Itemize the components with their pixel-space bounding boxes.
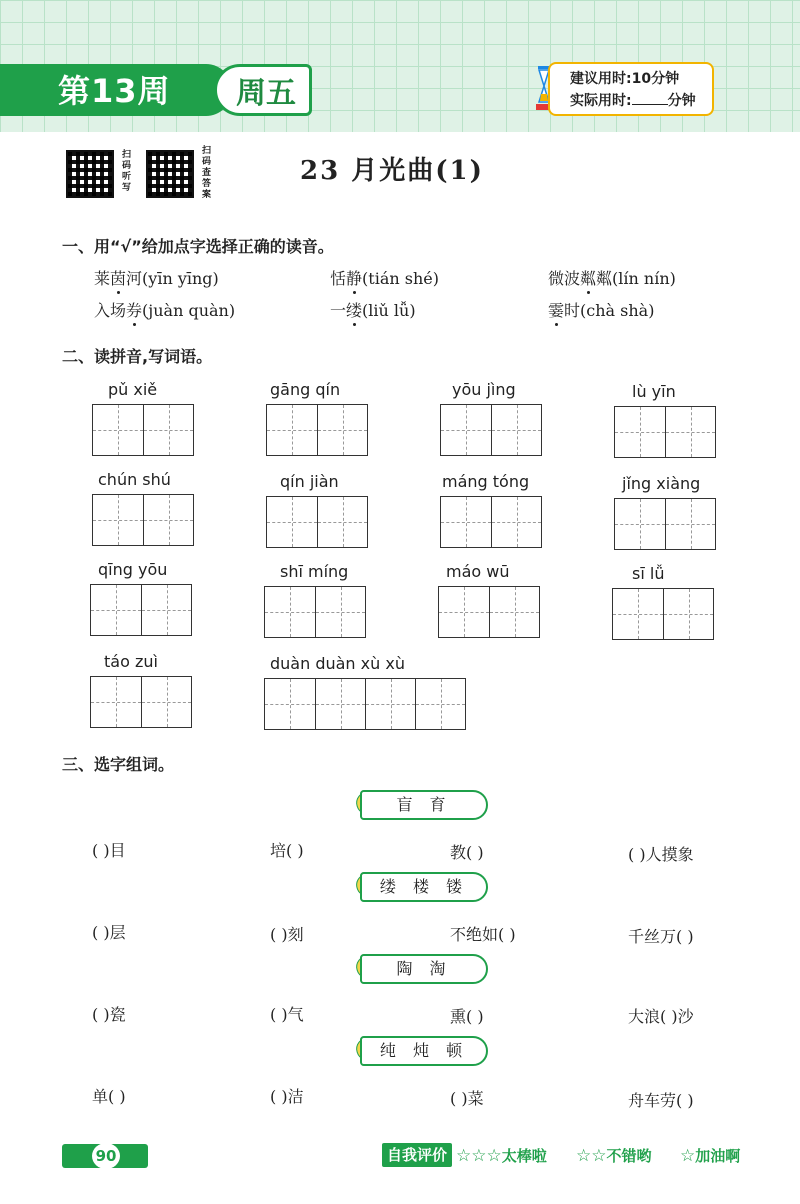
rating-good[interactable]: ☆☆不错哟 <box>576 1146 652 1166</box>
star-icon: ☆ <box>680 1146 696 1166</box>
fill-blank[interactable]: 舟车劳( ) <box>628 1091 694 1110</box>
word-grid[interactable] <box>264 678 466 730</box>
fill-blank[interactable]: ( )层 <box>92 923 126 942</box>
word-grid[interactable] <box>266 404 368 456</box>
fill-blank[interactable]: ( )菜 <box>450 1089 484 1108</box>
actual-time-row <box>570 90 696 110</box>
fill-blank[interactable]: ( )洁 <box>270 1087 304 1106</box>
word-pinyin: qīng yōu <box>98 560 168 579</box>
fill-blank[interactable]: ( )刻 <box>270 925 304 944</box>
reading-item: 微波粼粼(lín nín) <box>548 269 676 288</box>
word-grid[interactable] <box>92 494 194 546</box>
fill-blank[interactable]: ( )瓷 <box>92 1005 126 1024</box>
char-choice-pill: 盲 育 <box>360 790 488 820</box>
fill-blank[interactable]: 不绝如( ) <box>450 925 516 944</box>
day-label: 周五 <box>236 76 296 111</box>
actual-time-label: 实际用时: <box>570 93 632 109</box>
word-pinyin: jǐng xiàng <box>622 474 701 493</box>
word-grid[interactable] <box>614 406 716 458</box>
word-pinyin: chún shú <box>98 470 171 489</box>
word-pinyin: máng tóng <box>442 472 530 491</box>
fill-blank[interactable]: 培( ) <box>270 841 304 860</box>
reading-item: 莱茵河(yīn yīng) <box>94 269 219 288</box>
word-pinyin: shī míng <box>280 562 349 581</box>
word-pinyin: máo wū <box>446 562 510 581</box>
word-grid[interactable] <box>440 496 542 548</box>
word-pinyin: qín jiàn <box>280 472 339 491</box>
star-icon: ☆☆ <box>576 1146 607 1166</box>
fill-blank[interactable]: ( )气 <box>270 1005 304 1024</box>
word-pinyin: lù yīn <box>632 382 676 401</box>
word-pinyin: yōu jìng <box>452 380 516 399</box>
actual-time-unit: 分钟 <box>667 93 696 109</box>
fill-blank[interactable]: ( )人摸象 <box>628 845 694 864</box>
char-choice-pill: 陶 淘 <box>360 954 488 984</box>
word-pinyin: táo zuì <box>104 652 158 671</box>
self-eval-label: 自我评价 <box>382 1143 452 1167</box>
section2-heading: 二、读拼音,写词语。 <box>62 347 213 366</box>
word-grid[interactable] <box>440 404 542 456</box>
fill-blank[interactable]: 单( ) <box>92 1087 126 1106</box>
rating-excellent[interactable]: ☆☆☆太棒啦 <box>456 1146 547 1166</box>
star-icon: ☆☆☆ <box>456 1146 502 1166</box>
fill-blank[interactable]: 教( ) <box>450 843 484 862</box>
word-grid[interactable] <box>90 584 192 636</box>
reading-item: 恬静(tián shé) <box>330 269 439 288</box>
word-pinyin: sī lǚ <box>632 564 665 583</box>
section1-heading: 一、用“√”给加点字选择正确的读音。 <box>62 237 334 256</box>
reading-item: 霎时(chà shà) <box>548 301 655 320</box>
word-grid[interactable] <box>612 588 714 640</box>
qr-label-dictation: 扫码听写 <box>122 150 132 193</box>
fill-blank[interactable]: 大浪( )沙 <box>628 1007 694 1026</box>
reading-item: 一缕(liǔ lǚ) <box>330 301 416 320</box>
fill-blank[interactable]: 千丝万( ) <box>628 927 694 946</box>
word-grid[interactable] <box>266 496 368 548</box>
qr-label-answers: 扫码查答案 <box>202 146 212 200</box>
qr-code-answers[interactable] <box>146 150 194 198</box>
word-grid[interactable] <box>90 676 192 728</box>
suggested-time: 建议用时:10分钟 <box>570 71 680 87</box>
time-box <box>548 62 714 116</box>
word-grid[interactable] <box>92 404 194 456</box>
char-choice-pill: 纯 炖 顿 <box>360 1036 488 1066</box>
section3-heading: 三、选字组词。 <box>62 755 175 774</box>
word-pinyin: gāng qín <box>270 380 341 399</box>
word-grid[interactable] <box>264 586 366 638</box>
char-choice-pill: 缕 楼 镂 <box>360 872 488 902</box>
fill-blank[interactable]: 熏( ) <box>450 1007 484 1026</box>
word-grid[interactable] <box>614 498 716 550</box>
actual-time-blank[interactable] <box>632 92 668 105</box>
word-pinyin: duàn duàn xù xù <box>270 654 405 673</box>
reading-item: 入场券(juàn quàn) <box>94 301 236 320</box>
lesson-title: 23 月光曲(1) <box>300 156 484 186</box>
qr-code-dictation[interactable] <box>66 150 114 198</box>
rating-keep-going[interactable]: ☆加油啊 <box>680 1146 741 1166</box>
word-pinyin: pǔ xiě <box>108 380 158 399</box>
page-number: 90 <box>92 1143 120 1169</box>
fill-blank[interactable]: ( )目 <box>92 841 126 860</box>
word-grid[interactable] <box>438 586 540 638</box>
week-label: 第13周 <box>58 72 171 110</box>
